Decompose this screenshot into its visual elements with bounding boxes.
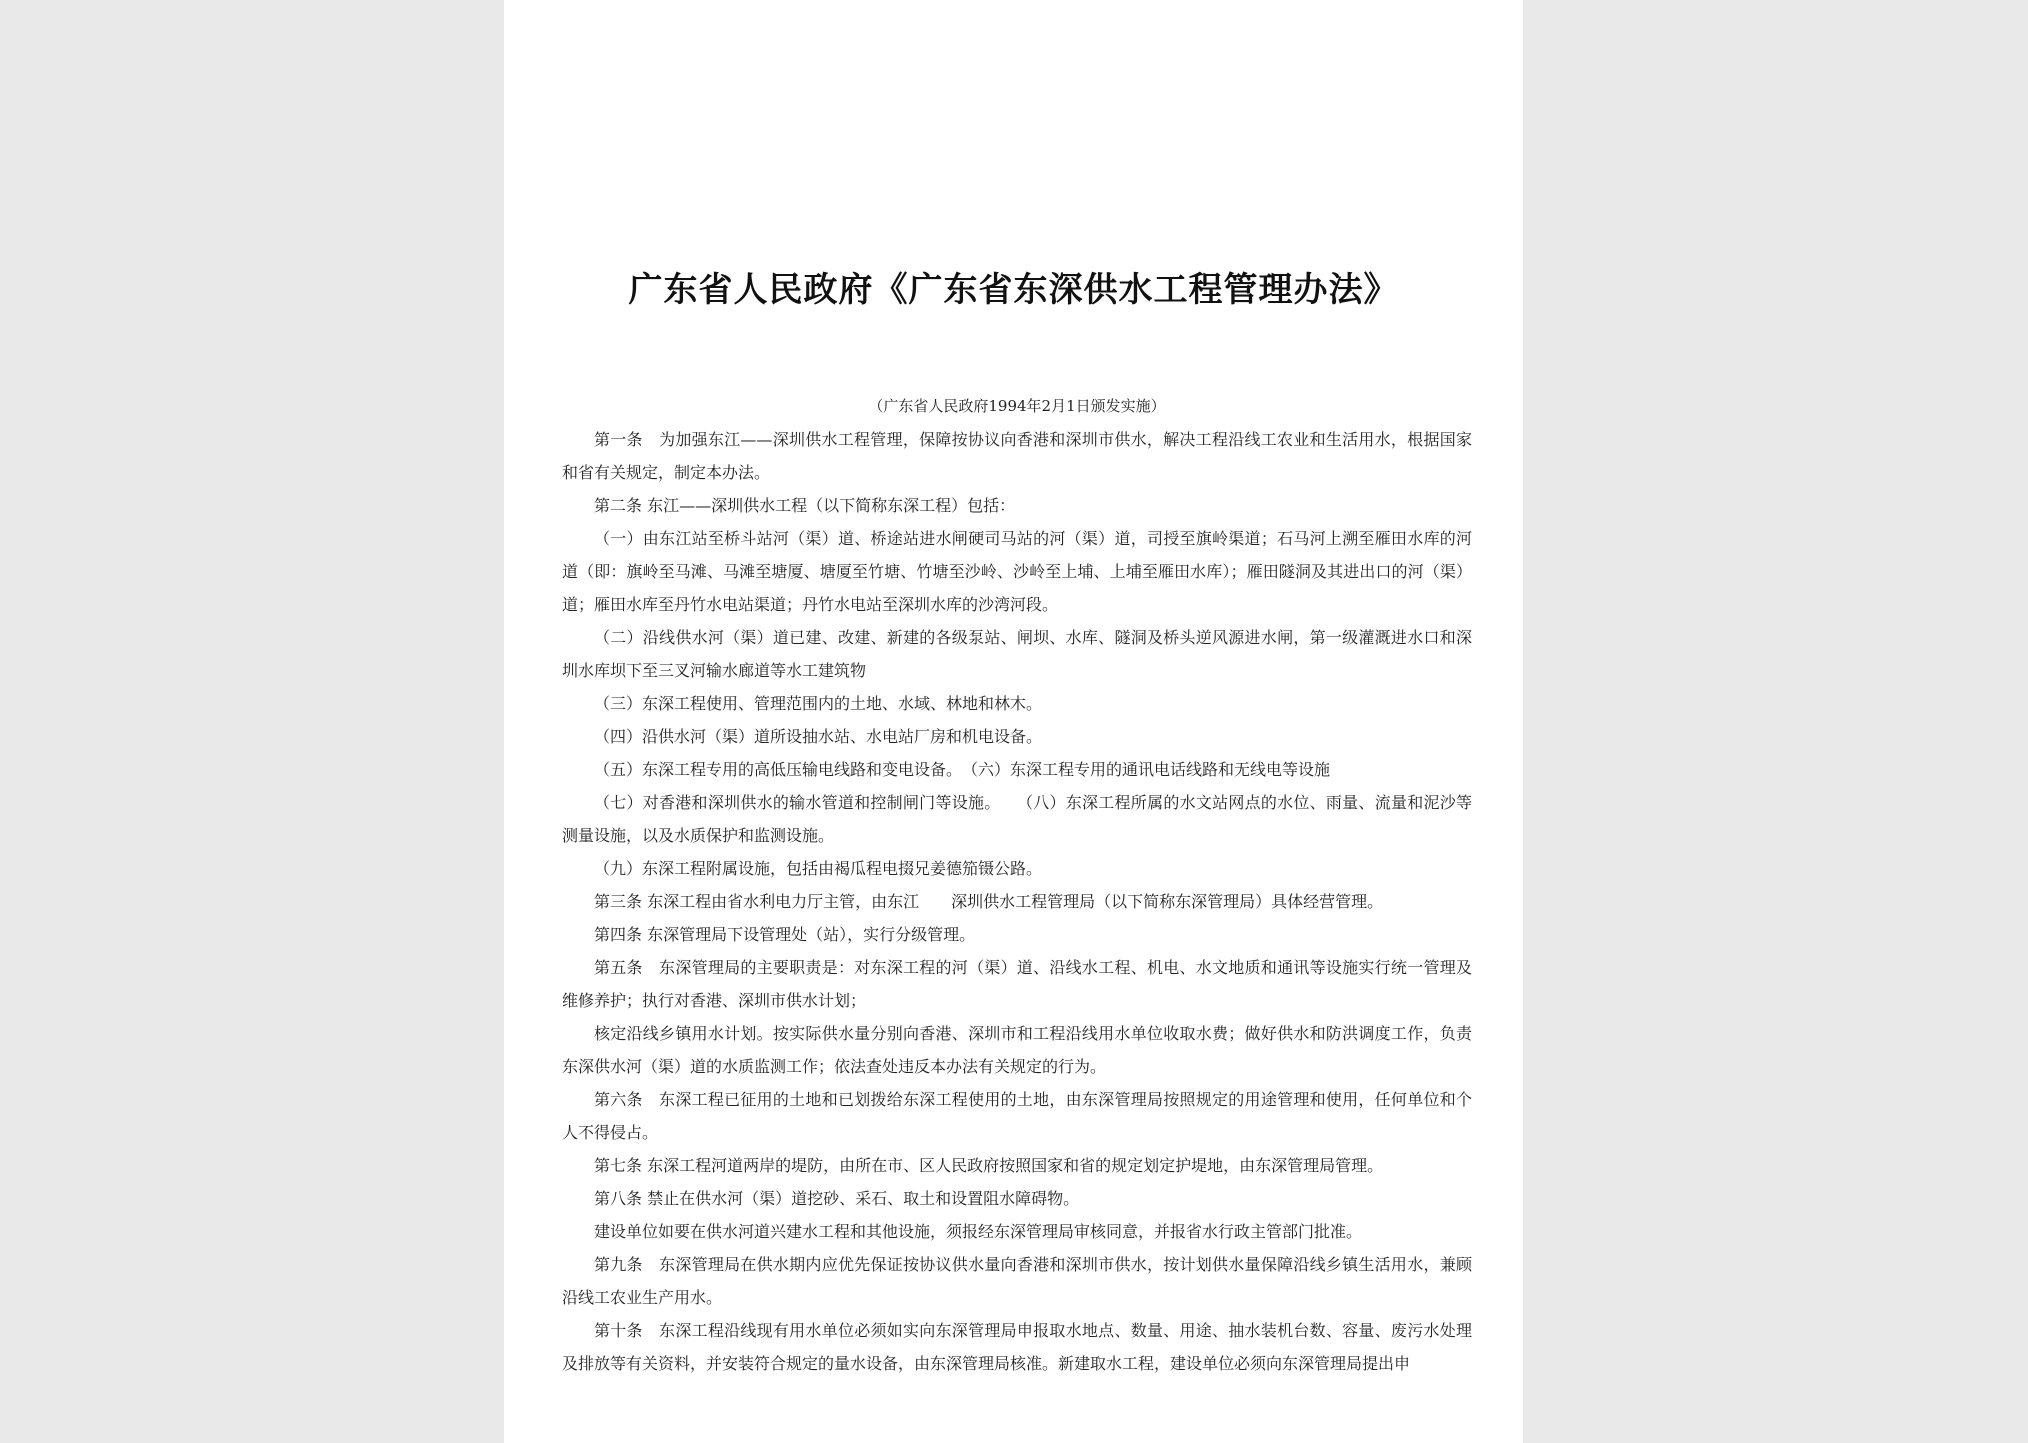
article-2-item-7-8: （七）对香港和深圳供水的输水管道和控制闸门等设施。 （八）东深工程所属的水文站网点的水位、雨量、流量和泥沙等测量设施，以及水质保护和监测设施。: [562, 793, 1472, 845]
article-4: 第四条 东深管理局下设管理处（站），实行分级管理。: [594, 925, 976, 944]
article-7: 第七条 东深工程河道两岸的堤防，由所在市、区人民政府按照国家和省的规定划定护堤地，由东深管理局管理。: [594, 1156, 1384, 1175]
article-2-item-2: （二）沿线供水河（渠）道已建、改建、新建的各级泵站、闸坝、水库、隧洞及桥头逆风源进水闸，第一级灌溉进水口和深圳水库坝下至三叉河输水廊道等水工建筑物: [562, 628, 1472, 680]
article-8: 第八条 禁止在供水河（渠）道挖砂、采石、取土和设置阻水障碍物。: [594, 1189, 1080, 1208]
article-2-item-9: （九）东深工程附属设施，包括由褐瓜程电掇兄姜德笳镊公路。: [594, 859, 1043, 878]
article-5-continued: 核定沿线乡镇用水计划。按实际供水量分别向香港、深圳市和工程沿线用水单位收取水费；做好供水和防洪调度工作，负责东深供水河（渠）道的水质监测工作；依法查处违反本办法有关规定的行为。: [562, 1024, 1472, 1076]
article-2-item-1: （一）由东江站至桥斗站河（渠）道、桥途站进水闸硬司马站的河（渠）道，司授至旗岭渠道；石马河上溯至雁田水库的河道（即：旗岭至马滩、马滩至塘厦、塘厦至竹塘、竹塘至沙岭、沙岭至上埔、上埔至雁田水库）；雁田隧洞及其进出口的河（渠）道；雁田水库至丹竹水电站渠道；丹竹水电站至深圳水库的沙湾河段。: [562, 529, 1472, 614]
document-title: 广东省人民政府《广东省东深供水工程管理办法》: [628, 270, 1399, 310]
article-8-continued: 建设单位如要在供水河道兴建水工程和其他设施，须报经东深管理局审核同意，并报省水行政主管部门批准。: [594, 1222, 1363, 1241]
article-10: 第十条 东深工程沿线现有用水单位必须如实向东深管理局申报取水地点、数量、用途、抽水装机台数、容量、废污水处理及排放等有关资料，并安装符合规定的量水设备，由东深管理局核准。新建取水工程，建设单位必须向东深管理局提出申: [562, 1321, 1472, 1373]
article-1: 第一条 为加强东江——深圳供水工程管理，保障按协议向香港和深圳市供水，解决工程沿线工农业和生活用水，根据国家和省有关规定，制定本办法。: [562, 430, 1472, 482]
article-3: 第三条 东深工程由省水利电力厅主管，由东江 深圳供水工程管理局（以下简称东深管理局）具体经营管理。: [594, 892, 1384, 911]
document-subtitle: （广东省人民政府1994年2月1日颁发实施）: [868, 397, 1166, 415]
article-6: 第六条 东深工程已征用的土地和已划拨给东深工程使用的土地，由东深管理局按照规定的用途管理和使用，任何单位和个人不得侵占。: [562, 1090, 1472, 1142]
article-2-item-3: （三）东深工程使用、管理范围内的土地、水域、林地和林木。: [594, 694, 1043, 713]
document-body: [562, 390, 1472, 1380]
article-2-item-4: （四）沿供水河（渠）道所设抽水站、水电站厂房和机电设备。: [594, 727, 1043, 746]
document-page: [504, 0, 1523, 1443]
article-2: 第二条 东江——深圳供水工程（以下简称东深工程）包括：: [594, 496, 1016, 515]
article-9: 第九条 东深管理局在供水期内应优先保证按协议供水量向香港和深圳市供水，按计划供水量保障沿线乡镇生活用水，兼顾沿线工农业生产用水。: [562, 1255, 1472, 1307]
article-5: 第五条 东深管理局的主要职责是：对东深工程的河（渠）道、沿线水工程、机电、水文地质和通讯等设施实行统一管理及维修养护；执行对香港、深圳市供水计划；: [562, 958, 1472, 1010]
article-2-item-5-6: （五）东深工程专用的高低压输电线路和变电设备。 （六）东深工程专用的通讯电话线路和无线电等设施: [594, 760, 1331, 779]
